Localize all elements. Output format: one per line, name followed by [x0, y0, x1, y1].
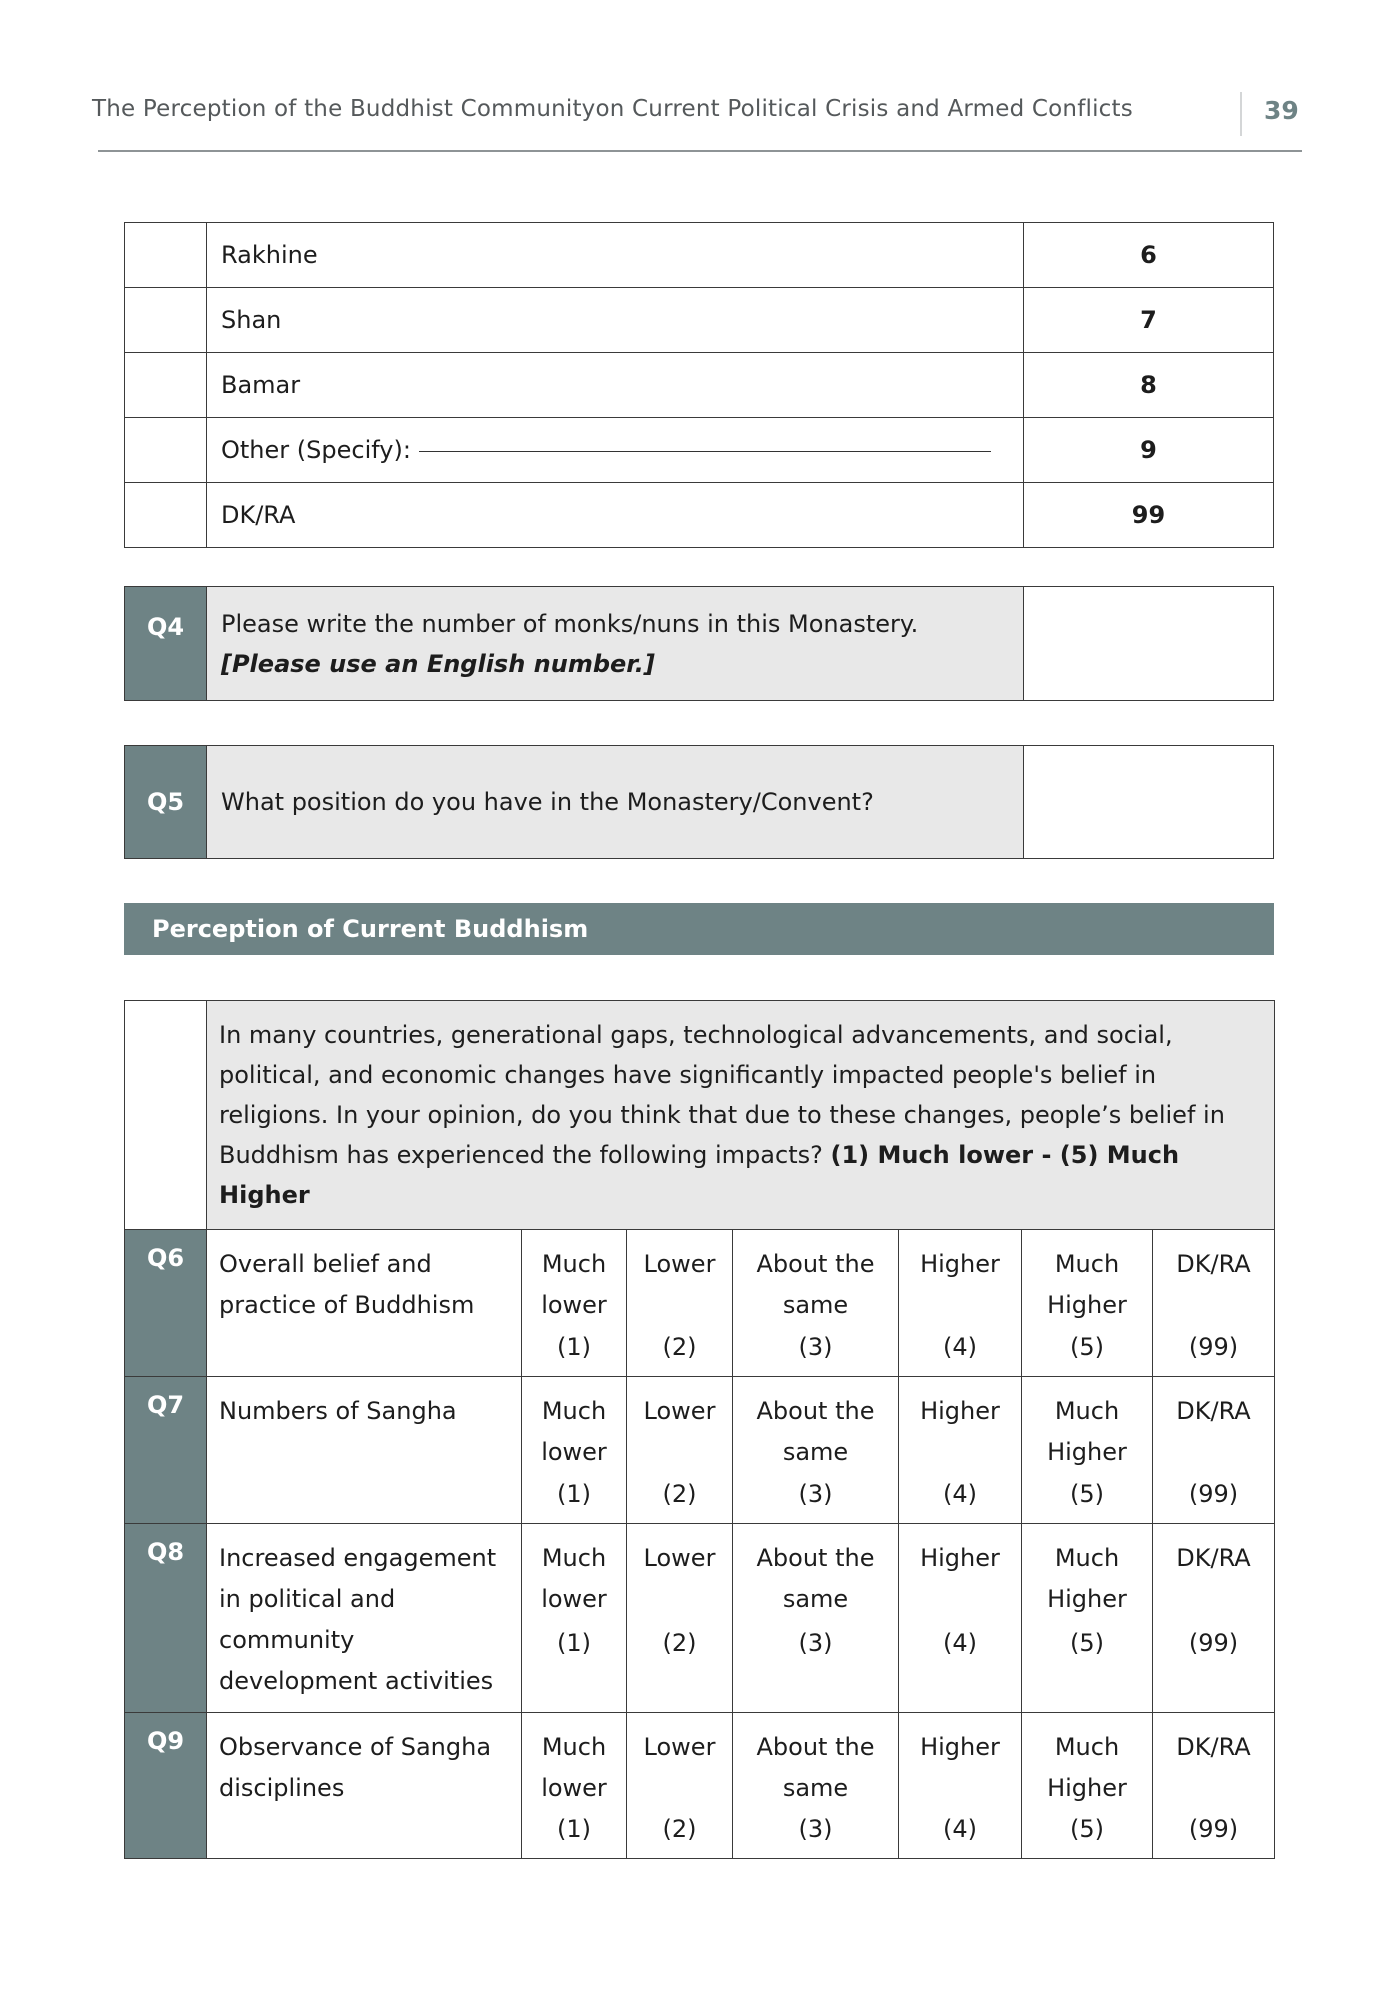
specify-write-in-line[interactable]	[419, 450, 991, 452]
likert-item-text: Observance of Sangha disciplines	[207, 1713, 522, 1859]
answer-box[interactable]	[1024, 587, 1274, 701]
option-code: (5)	[1070, 1815, 1104, 1843]
question-number: Q4	[125, 587, 207, 701]
likert-option-much-lower[interactable]	[522, 1524, 627, 1713]
option-label: Much Higher	[1047, 1544, 1127, 1613]
option-row[interactable]	[125, 288, 1274, 353]
likert-option-about-same[interactable]	[733, 1230, 899, 1377]
option-row[interactable]	[125, 223, 1274, 288]
likert-item-text: Increased engagement in political and community development activities	[207, 1524, 522, 1713]
likert-option-dk-ra[interactable]	[1153, 1377, 1275, 1524]
likert-option-much-higher[interactable]	[1022, 1230, 1153, 1377]
header-rule	[98, 150, 1302, 152]
likert-option-lower[interactable]	[627, 1230, 733, 1377]
likert-row	[125, 1713, 1275, 1859]
question-number: Q8	[125, 1524, 207, 1713]
option-code: (5)	[1070, 1629, 1104, 1657]
likert-row	[125, 1377, 1275, 1524]
option-code: (1)	[557, 1629, 591, 1657]
likert-option-dk-ra[interactable]	[1153, 1230, 1275, 1377]
option-code: (4)	[943, 1815, 977, 1843]
likert-intro	[207, 1001, 1275, 1230]
option-code: (99)	[1188, 1480, 1239, 1508]
likert-option-lower[interactable]	[627, 1713, 733, 1859]
question-q4	[124, 586, 1274, 701]
question-text: What position do you have in the Monastery/Convent?	[207, 746, 1024, 859]
header-divider	[1240, 92, 1242, 136]
likert-option-higher[interactable]	[899, 1713, 1022, 1859]
option-code: (99)	[1188, 1629, 1239, 1657]
option-label: Other (Specify):	[221, 436, 411, 464]
option-label: DK/RA	[207, 483, 1024, 548]
option-label: Lower	[643, 1250, 716, 1278]
option-marker-cell[interactable]	[125, 353, 207, 418]
option-label: DK/RA	[1176, 1250, 1251, 1278]
likert-item-text: Numbers of Sangha	[207, 1377, 522, 1524]
option-code: (4)	[943, 1480, 977, 1508]
option-label: Higher	[920, 1250, 1000, 1278]
option-label: DK/RA	[1176, 1397, 1251, 1425]
option-label: Higher	[920, 1733, 1000, 1761]
answer-box[interactable]	[1024, 746, 1274, 859]
option-label: Higher	[920, 1544, 1000, 1572]
option-label: Much lower	[541, 1397, 607, 1466]
option-code: (2)	[662, 1815, 697, 1843]
option-label: Much Higher	[1047, 1250, 1127, 1319]
option-label: About the same	[756, 1544, 875, 1613]
question-number: Q9	[125, 1713, 207, 1859]
option-row[interactable]	[125, 418, 1274, 483]
likert-option-dk-ra[interactable]	[1153, 1524, 1275, 1713]
likert-option-higher[interactable]	[899, 1230, 1022, 1377]
likert-option-much-lower[interactable]	[522, 1377, 627, 1524]
option-code: (3)	[798, 1815, 833, 1843]
question-q5	[124, 745, 1274, 859]
option-label: DK/RA	[1176, 1733, 1251, 1761]
option-label: Lower	[643, 1544, 716, 1572]
option-code: (4)	[943, 1333, 977, 1361]
option-code: (3)	[798, 1480, 833, 1508]
section-title: Perception of Current Buddhism	[124, 903, 1274, 955]
option-row[interactable]	[125, 483, 1274, 548]
likert-option-about-same[interactable]	[733, 1713, 899, 1859]
option-code: 6	[1024, 223, 1274, 288]
ethnicity-options-table	[124, 222, 1274, 548]
option-label: Bamar	[207, 353, 1024, 418]
option-label: Much lower	[541, 1250, 607, 1319]
option-code: (1)	[557, 1815, 591, 1843]
intro-blank-cell	[125, 1001, 207, 1230]
likert-option-lower[interactable]	[627, 1377, 733, 1524]
option-code: 8	[1024, 353, 1274, 418]
option-code: 9	[1024, 418, 1274, 483]
option-code: (3)	[798, 1629, 833, 1657]
likert-option-much-higher[interactable]	[1022, 1713, 1153, 1859]
option-code: (1)	[557, 1480, 591, 1508]
likert-intro-text: In many countries, generational gaps, technological advancements, and social, political, and economic changes have significantly impacted people's belief in religions. In your opinion, do you think that due to these changes, people’s belief in Buddhism has experienced the following impacts?	[219, 1021, 1225, 1169]
option-marker-cell[interactable]	[125, 288, 207, 353]
option-code: (1)	[557, 1333, 591, 1361]
likert-option-much-higher[interactable]	[1022, 1524, 1153, 1713]
likert-option-much-lower[interactable]	[522, 1713, 627, 1859]
likert-row	[125, 1524, 1275, 1713]
question-number: Q5	[125, 746, 207, 859]
likert-row	[125, 1230, 1275, 1377]
option-label: About the same	[756, 1733, 875, 1802]
running-header-title: The Perception of the Buddhist Communityon Current Political Crisis and Armed Conflicts	[92, 96, 1133, 122]
question-number: Q6	[125, 1230, 207, 1377]
likert-option-about-same[interactable]	[733, 1524, 899, 1713]
option-marker-cell[interactable]	[125, 223, 207, 288]
option-label: Much Higher	[1047, 1397, 1127, 1466]
option-label-cell	[207, 418, 1024, 483]
option-code: (99)	[1188, 1815, 1239, 1843]
option-marker-cell[interactable]	[125, 483, 207, 548]
option-code: (2)	[662, 1480, 697, 1508]
question-instruction: [Please use an English number.]	[221, 649, 655, 678]
likert-option-much-lower[interactable]	[522, 1230, 627, 1377]
likert-option-higher[interactable]	[899, 1377, 1022, 1524]
question-number: Q7	[125, 1377, 207, 1524]
option-marker-cell[interactable]	[125, 418, 207, 483]
option-code: (99)	[1188, 1333, 1239, 1361]
option-code: (5)	[1070, 1333, 1104, 1361]
option-code: 99	[1024, 483, 1274, 548]
page-number: 39	[1264, 96, 1299, 125]
option-label: Much lower	[541, 1544, 607, 1613]
likert-item-text: Overall belief and practice of Buddhism	[207, 1230, 522, 1377]
likert-option-much-higher[interactable]	[1022, 1377, 1153, 1524]
option-label: DK/RA	[1176, 1544, 1251, 1572]
option-label: Lower	[643, 1397, 716, 1425]
option-label: About the same	[756, 1250, 875, 1319]
option-code: 7	[1024, 288, 1274, 353]
question-text-cell	[207, 587, 1024, 701]
option-label: About the same	[756, 1397, 875, 1466]
option-label: Rakhine	[207, 223, 1024, 288]
option-label: Lower	[643, 1733, 716, 1761]
option-row[interactable]	[125, 353, 1274, 418]
option-label: Much Higher	[1047, 1733, 1127, 1802]
likert-option-about-same[interactable]	[733, 1377, 899, 1524]
likert-option-dk-ra[interactable]	[1153, 1713, 1275, 1859]
likert-intro-scale: (1) Much lower - (5) Much Higher	[219, 1141, 1180, 1209]
question-text: Please write the number of monks/nuns in this Monastery.	[221, 609, 919, 638]
option-label: Shan	[207, 288, 1024, 353]
option-code: (2)	[662, 1333, 697, 1361]
option-code: (5)	[1070, 1480, 1104, 1508]
option-code: (3)	[798, 1333, 833, 1361]
option-code: (2)	[662, 1629, 697, 1657]
likert-option-higher[interactable]	[899, 1524, 1022, 1713]
likert-option-lower[interactable]	[627, 1524, 733, 1713]
option-code: (4)	[943, 1629, 977, 1657]
option-label: Higher	[920, 1397, 1000, 1425]
likert-table	[124, 1000, 1275, 1859]
option-label: Much lower	[541, 1733, 607, 1802]
